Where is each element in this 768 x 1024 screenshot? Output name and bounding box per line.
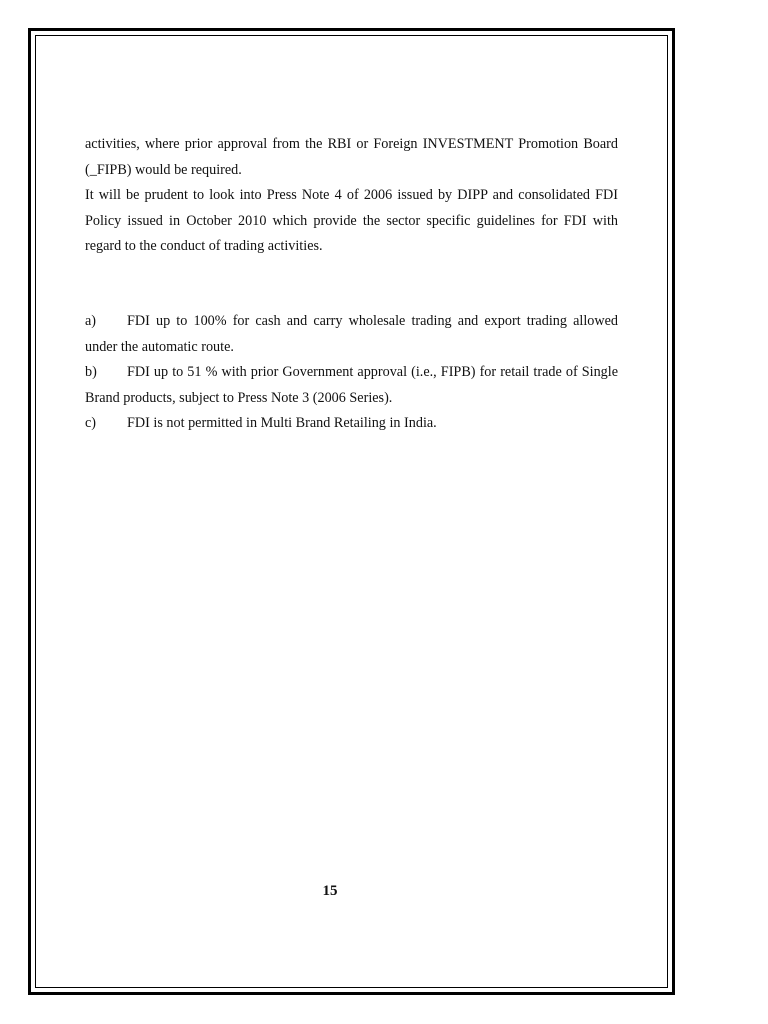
page-number: 15 bbox=[322, 883, 338, 899]
list-marker: b) bbox=[85, 364, 97, 380]
paragraph: activities, where prior approval from the RBI or Foreign INVESTMENT Promotion Board (_FIPB) would be required. bbox=[85, 136, 618, 178]
list-item-text: FDI up to 51 % with prior Government approval (i.e., FIPB) for retail trade of Single Brand products, subject to Press Note 3 (2006 Series). bbox=[85, 364, 618, 406]
list-item-text: FDI is not permitted in Multi Brand Retailing in India. bbox=[127, 415, 437, 431]
list-item bbox=[85, 360, 618, 411]
list-marker: c) bbox=[85, 415, 97, 431]
fdi-list bbox=[85, 309, 618, 437]
list-item bbox=[85, 309, 618, 360]
list-item-text: FDI up to 100% for cash and carry wholesale trading and export trading allowed under the automatic route. bbox=[85, 313, 618, 355]
list-marker: a) bbox=[85, 313, 97, 329]
list-item bbox=[85, 411, 618, 437]
paragraph: It will be prudent to look into Press Note 4 of 2006 issued by DIPP and consolidated FDI Policy issued in October 2010 which provide the sector specific guidelines for FDI with regard to the conduct of trading activities. bbox=[85, 187, 618, 254]
body-text bbox=[85, 132, 618, 260]
